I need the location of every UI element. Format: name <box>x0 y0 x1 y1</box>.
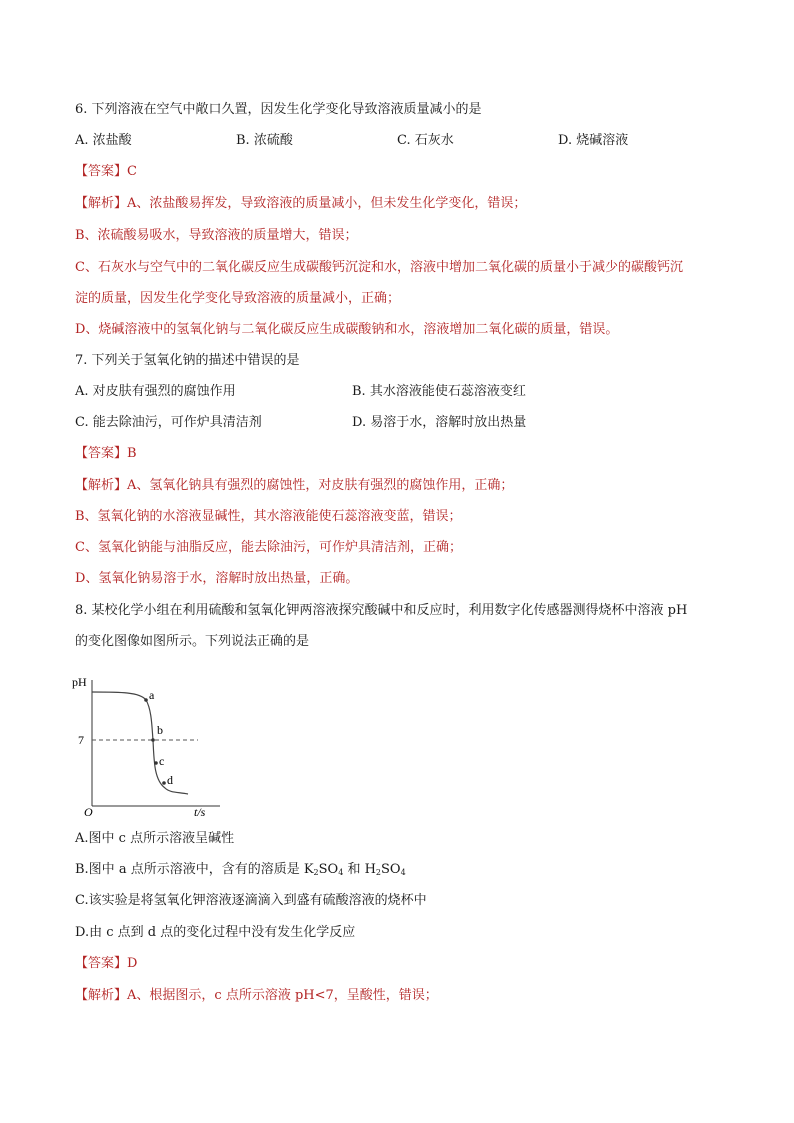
point-b <box>151 738 155 742</box>
q6-answer <box>75 163 137 181</box>
answer-value: C <box>127 164 137 179</box>
analysis-text: A、氢氧化钠具有强烈的腐蚀性，对皮肤有强烈的腐蚀作用，正确； <box>127 478 514 493</box>
subscript: 2 <box>313 868 319 877</box>
q6-analysis-line: 淀的质量，因发生化学变化导致溶液的质量减小，正确； <box>75 291 401 306</box>
option-b-text: SO <box>318 862 339 877</box>
q8-answer <box>75 955 137 973</box>
analysis-text: A、浓盐酸易挥发，导致溶液的质量减小，但未发生化学变化，错误； <box>127 196 527 211</box>
q6-analysis-line <box>75 195 526 213</box>
q7-option-a: A. 对皮肤有强烈的腐蚀作用 <box>75 384 236 399</box>
q7-analysis-line <box>75 477 513 495</box>
analysis-text: A、根据图示，c 点所示溶液 pH<7，呈酸性，错误； <box>127 988 438 1003</box>
answer-tag: 【答案】 <box>75 446 128 461</box>
q6-option-b: B. 浓硫酸 <box>236 133 293 148</box>
point-a <box>144 698 148 702</box>
q7-option-d: D. 易溶于水，溶解时放出热量 <box>352 415 527 430</box>
point-d-label: d <box>167 773 173 787</box>
option-b-text: 和 H <box>343 862 376 877</box>
q7-option-c: C. 能去除油污，可作炉具清洁剂 <box>75 415 262 430</box>
ph-curve <box>92 692 188 794</box>
subscript: 4 <box>338 868 344 877</box>
q7-analysis-line: C、氢氧化钠能与油脂反应，能去除油污，可作炉具清洁剂，正确； <box>75 540 462 555</box>
point-c <box>154 761 158 765</box>
option-b-text: B.图中 a 点所示溶液中，含有的溶质是 K <box>75 862 314 877</box>
point-c-label: c <box>159 754 165 768</box>
subscript: 4 <box>400 868 406 877</box>
q6-option-a: A. 浓盐酸 <box>75 133 132 148</box>
q8-option-a: A.图中 c 点所示溶液呈碱性 <box>75 831 235 846</box>
q7-answer <box>75 445 137 463</box>
q6-analysis-line: D、烧碱溶液中的氢氧化钠与二氧化碳反应生成碳酸钠和水，溶液增加二氧化碳的质量，错误。 <box>75 322 619 337</box>
answer-tag: 【答案】 <box>75 164 128 179</box>
ref-label: 7 <box>78 733 84 747</box>
q8-option-d: D.由 c 点到 d 点的变化过程中没有发生化学反应 <box>75 925 356 940</box>
y-axis-label: pH <box>72 675 87 689</box>
origin-label: O <box>84 805 93 819</box>
answer-value: D <box>127 956 138 971</box>
analysis-tag: 【解析】 <box>75 196 128 211</box>
q6-stem: 6. 下列溶液在空气中敞口久置，因发生化学变化导致溶液质量减小的是 <box>75 102 482 117</box>
q8-option-b <box>75 861 406 879</box>
q8-option-c: C.该实验是将氢氧化钾溶液逐滴滴入到盛有硫酸溶液的烧杯中 <box>75 893 427 908</box>
subscript: 2 <box>375 868 382 877</box>
answer-tag: 【答案】 <box>75 956 128 971</box>
q7-analysis-line: B、氢氧化钠的水溶液显碱性，其水溶液能使石蕊溶液变蓝，错误； <box>75 509 462 524</box>
ph-curve-graph <box>70 670 230 820</box>
q7-analysis-line: D、氢氧化钠易溶于水，溶解时放出热量，正确。 <box>75 571 359 586</box>
q6-analysis-line: B、浓硫酸易吸水，导致溶液的质量增大，错误； <box>75 228 358 243</box>
point-a-label: a <box>149 688 155 702</box>
analysis-tag: 【解析】 <box>75 988 128 1003</box>
answer-value: B <box>127 446 137 461</box>
q8-stem-line2: 的变化图像如图所示。下列说法正确的是 <box>75 634 310 649</box>
q8-analysis-line <box>75 987 438 1005</box>
point-d <box>162 781 166 785</box>
analysis-tag: 【解析】 <box>75 478 128 493</box>
q6-analysis-line: C、石灰水与空气中的二氧化碳反应生成碳酸钙沉淀和水，溶液中增加二氧化碳的质量小于减少的碳酸钙沉 <box>75 260 683 275</box>
q7-option-b: B. 其水溶液能使石蕊溶液变红 <box>352 384 526 399</box>
q7-stem: 7. 下列关于氢氧化钠的描述中错误的是 <box>75 353 300 368</box>
q8-stem-line1: 8. 某校化学小组在利用硫酸和氢氧化钾两溶液探究酸碱中和反应时，利用数字化传感器测得烧杯中溶液 pH <box>75 603 688 618</box>
point-b-label: b <box>157 723 163 737</box>
option-b-text: SO <box>381 862 401 877</box>
q6-option-d: D. 烧碱溶液 <box>558 133 629 148</box>
q6-option-c: C. 石灰水 <box>397 133 454 148</box>
x-axis-label: t/s <box>194 805 206 819</box>
